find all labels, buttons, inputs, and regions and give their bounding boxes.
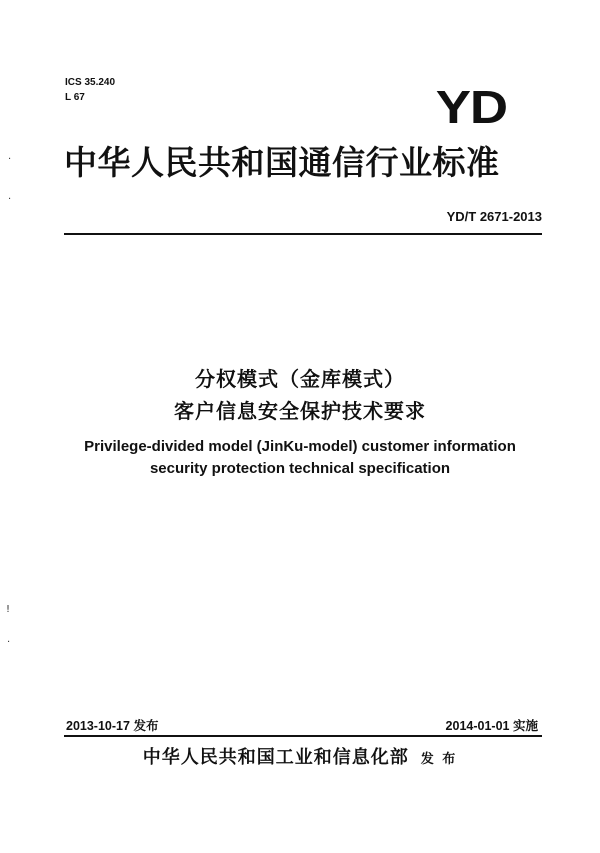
ccs-code: L 67 <box>65 92 85 103</box>
issuer-action: 发 布 <box>420 752 458 767</box>
effective-date-block <box>446 716 538 734</box>
english-title-line-1: Privilege-divided model (JinKu-model) customer information <box>84 438 516 455</box>
standard-category-title: 中华人民共和国通信行业标准 <box>64 143 500 182</box>
scan-mark-2: · <box>8 194 12 205</box>
effective-label: 实施 <box>512 718 538 733</box>
issue-date: 2013-10-17 <box>66 719 130 733</box>
header-divider <box>64 233 542 235</box>
issue-label: 发布 <box>133 718 159 733</box>
standard-number: YD/T 2671-2013 <box>446 209 542 224</box>
scan-mark-3: ! <box>6 604 11 615</box>
chinese-title-line-1: 分权模式（金库模式） <box>195 367 405 391</box>
scan-mark-4: · <box>7 637 11 648</box>
ics-code: ICS 35.240 <box>65 77 116 88</box>
issuing-authority <box>0 743 600 769</box>
effective-date: 2014-01-01 <box>445 719 510 733</box>
english-title-line-2: security protection technical specification <box>149 460 451 477</box>
chinese-title-line-2: 客户信息安全保护技术要求 <box>174 399 426 423</box>
yd-logo: YD <box>435 81 507 133</box>
classification-codes <box>65 75 115 105</box>
footer-divider <box>64 735 542 737</box>
issuer-name: 中华人民共和国工业和信息化部 <box>142 747 409 768</box>
scan-mark-1: · <box>8 154 12 165</box>
issue-date-block <box>66 716 158 734</box>
